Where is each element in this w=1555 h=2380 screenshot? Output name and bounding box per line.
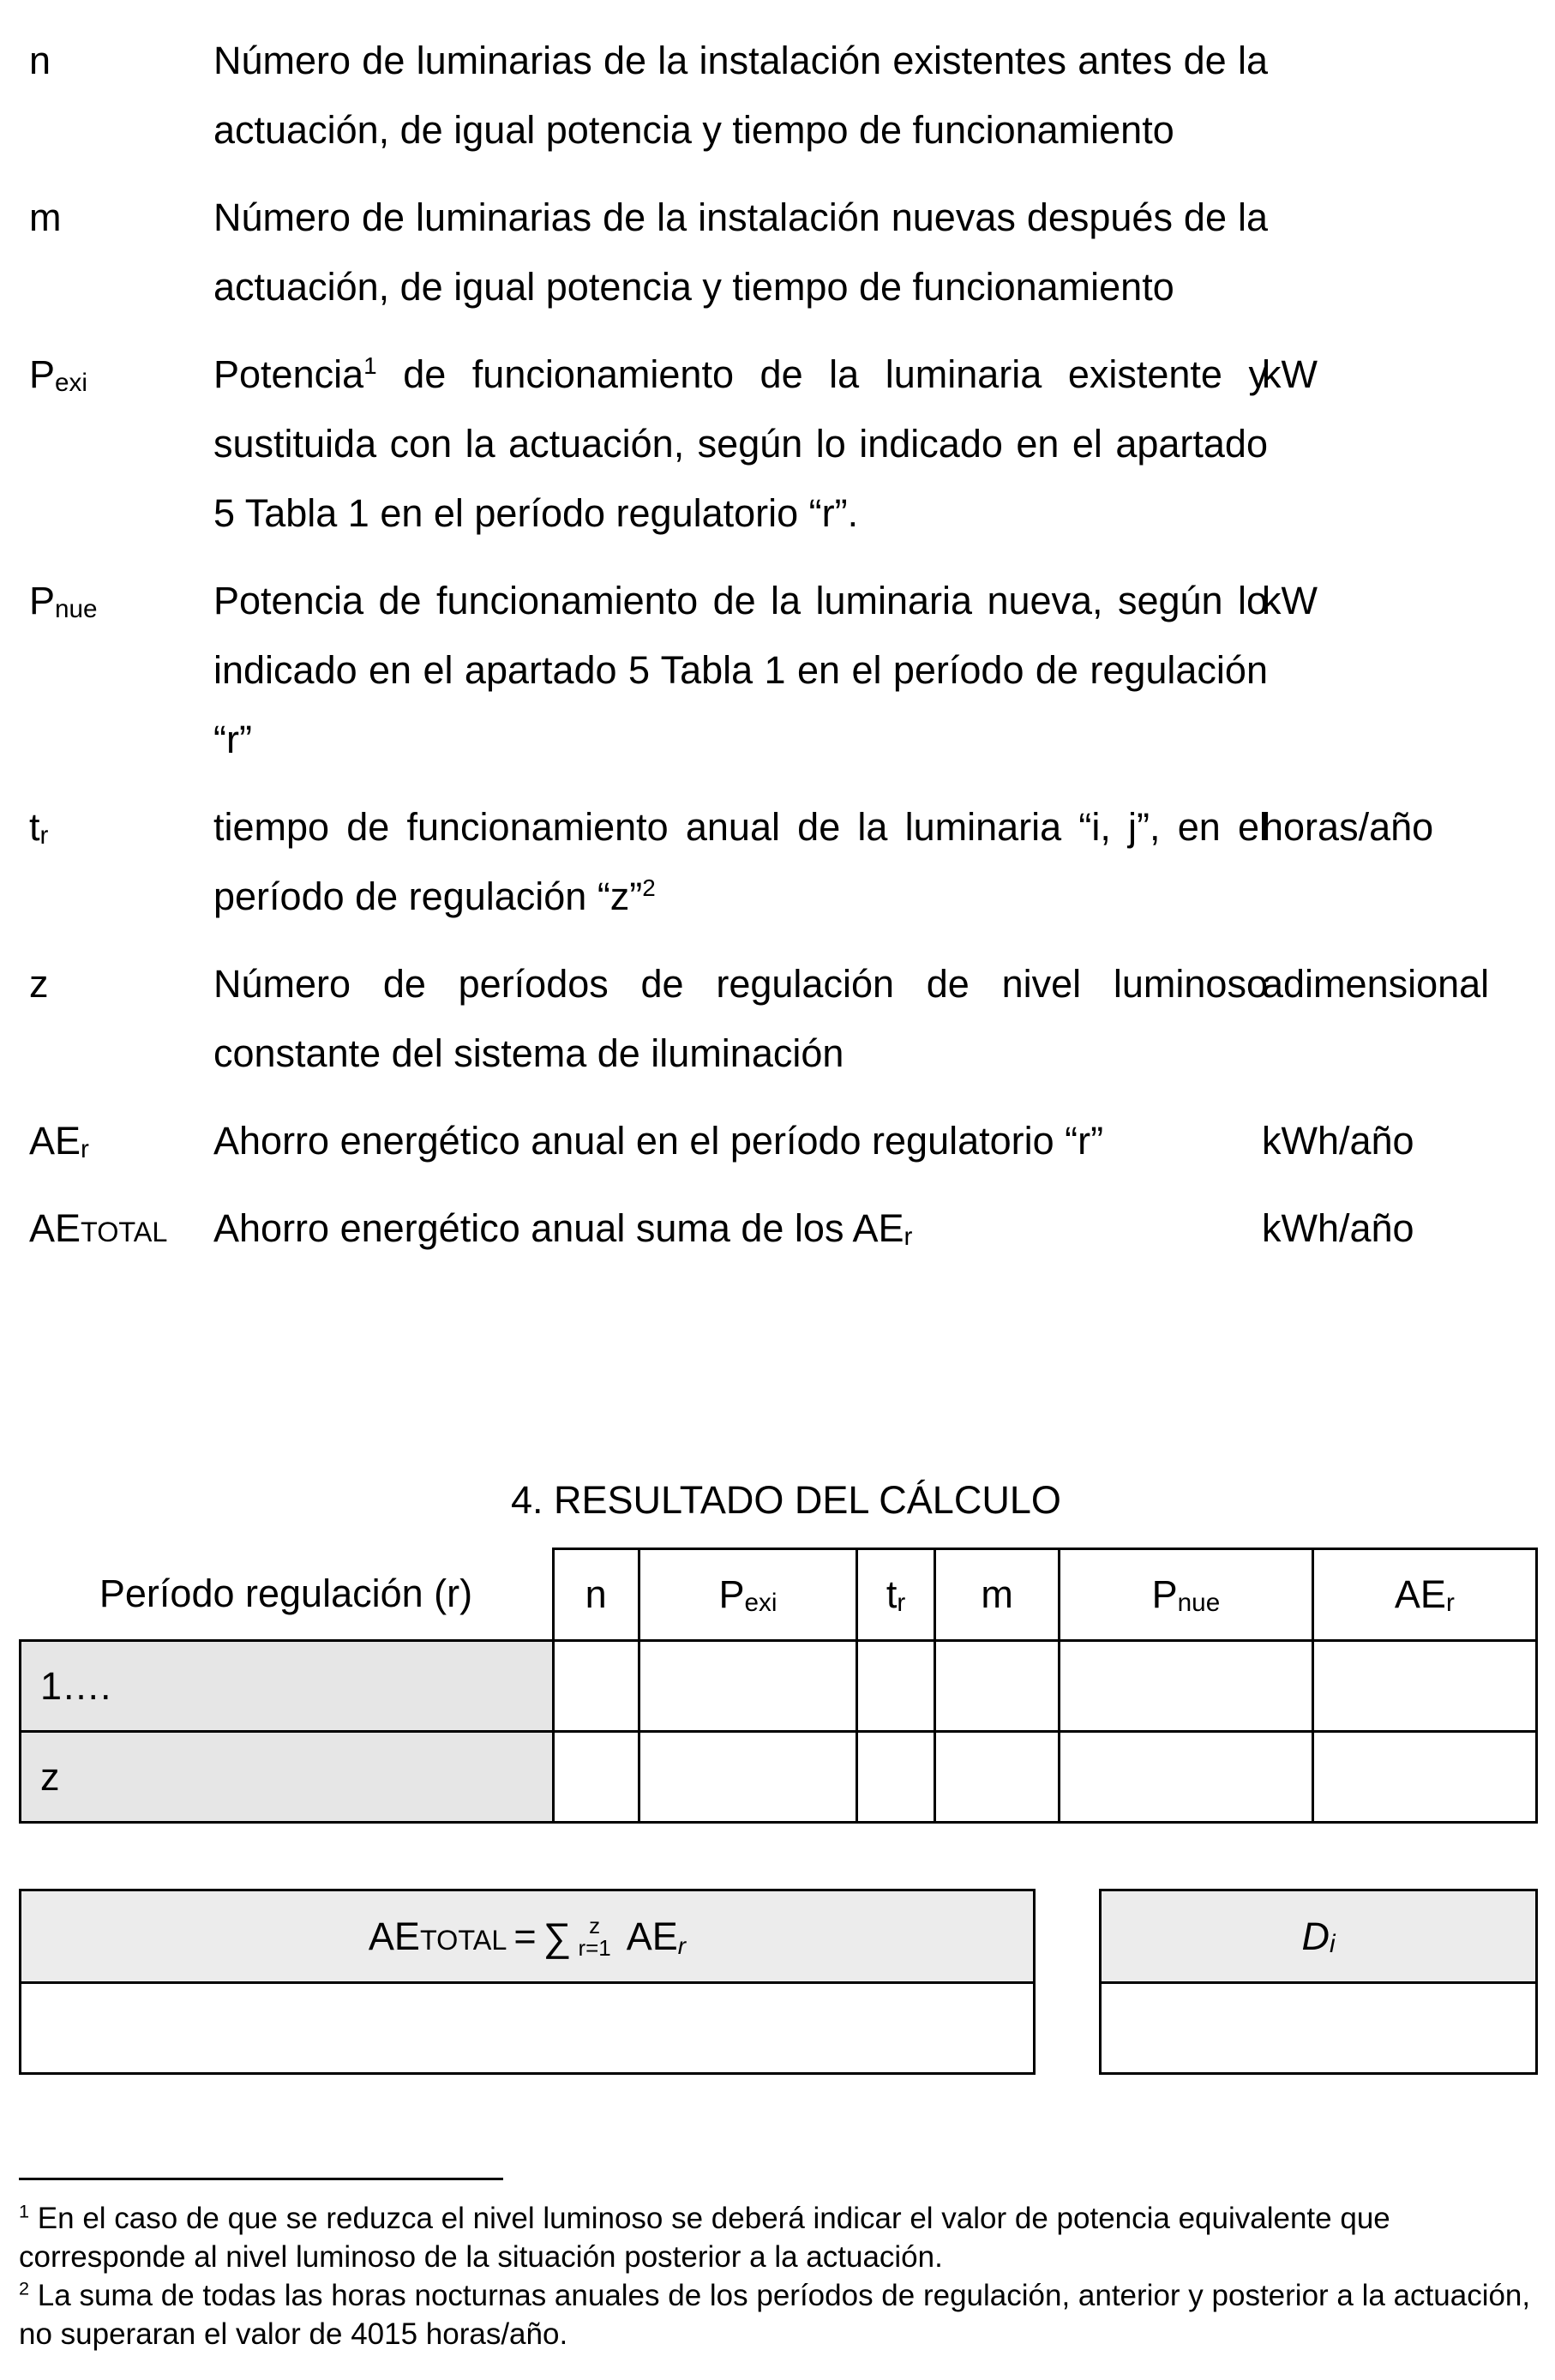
definition-row [29,1106,1538,1175]
definition-unit: kW [1262,352,1318,396]
definition-row [29,1193,1538,1268]
definition-symbol: AETOTAL [29,1206,168,1250]
input-cell-aer[interactable] [1312,1641,1536,1732]
definition-description: tiempo de funcionamiento anual de la luminaria “i, j”, en el período de regulación “z”$^2$ [213,805,1268,918]
definition-symbol: m [29,195,62,239]
results-table [19,1548,1538,1824]
input-cell-tr[interactable] [857,1732,935,1823]
input-cell-m[interactable] [935,1641,1060,1732]
definition-row [29,340,1538,548]
table-row [21,1641,1537,1732]
variable-definitions [29,26,1538,1286]
di-table [1099,1889,1538,2075]
definition-description: Ahorro energético anual suma de los AEr [213,1206,913,1251]
definition-symbol: Pnue [29,579,98,623]
column-header-m: m [935,1549,1060,1641]
period-header: Período regulación (r) [21,1549,554,1641]
total-value-cell[interactable] [21,1983,1035,2074]
footnote: $^1$ En el caso de que se reduzca el nivel luminoso se deberá indicar el valor de potencia equivalente que corresponde al nivel luminoso de la situación posterior a la actuación. [19,2200,1390,2274]
footnote-ref: 2 [642,874,656,901]
input-cell-n[interactable] [553,1641,639,1732]
total-formula: AETOTAL = ∑ z r=1 AEr [21,1890,1035,1983]
input-cell-m[interactable] [935,1732,1060,1823]
definition-description: Ahorro energético anual en el período regulatorio “r” [213,1119,1104,1163]
column-header-pexi: Pexi [639,1549,856,1641]
row-label: 1…. [21,1641,554,1732]
definition-row [29,183,1538,322]
input-cell-pexi[interactable] [639,1732,856,1823]
column-header-n: n [553,1549,639,1641]
footnote-ref: 1 [363,352,377,379]
total-table [19,1889,1036,2075]
definition-symbol: z [29,962,49,1006]
definition-unit: adimensional [1262,962,1490,1006]
definition-unit: kW [1262,579,1318,622]
section-title: 4. RESULTADO DEL CÁLCULO [511,1478,1061,1522]
input-cell-pnue[interactable] [1060,1641,1313,1732]
input-cell-pexi[interactable] [639,1641,856,1732]
footnotes [19,2199,1538,2353]
summation-symbol: ∑ [543,1914,572,1959]
definition-description: Potencia$^1$ de funcionamiento de la luminaria existente y sustituida con la actuación, según lo indicado en el apartado 5 Tabla 1 en el período regulatorio “r”. [213,352,1268,535]
di-value-cell[interactable] [1101,1983,1537,2074]
definition-row [29,26,1538,165]
input-cell-tr[interactable] [857,1641,935,1732]
definition-symbol: AEr [29,1119,89,1163]
definition-description: Número de luminarias de la instalación existentes antes de la actuación, de igual potencia y tiempo de funcionamiento [213,39,1268,152]
definition-unit: kWh/año [1262,1206,1414,1250]
definition-description: Número de luminarias de la instalación nuevas después de la actuación, de igual potencia y tiempo de funcionamiento [213,195,1268,309]
column-header-aer: AEr [1312,1549,1536,1641]
footnote: $^2$ La suma de todas las horas nocturnas anuales de los períodos de regulación, anterior y posterior a la actuación, no superaran el valor de 4015 horas/año. [19,2277,1531,2351]
definition-unit: kWh/año [1262,1119,1414,1163]
input-cell-pnue[interactable] [1060,1732,1313,1823]
table-row [21,1732,1537,1823]
definition-row [29,949,1538,1088]
di-header: Di [1101,1890,1537,1983]
results-header-row [21,1549,1537,1641]
column-header-pnue: Pnue [1060,1549,1313,1641]
column-header-tr: tr [857,1549,935,1641]
definition-description: Número de períodos de regulación de nivel luminoso constante del sistema de iluminación [213,962,1268,1075]
input-cell-n[interactable] [553,1732,639,1823]
definition-symbol: tr [29,805,49,850]
definition-symbol: n [29,39,51,82]
definition-row [29,792,1538,931]
definition-symbol: Pexi [29,352,87,397]
footnote-divider [19,2178,503,2180]
input-cell-aer[interactable] [1312,1732,1536,1823]
definition-row [29,566,1538,774]
row-label: z [21,1732,554,1823]
definition-unit: horas/año [1262,805,1434,849]
definition-description: Potencia de funcionamiento de la luminaria nueva, según lo indicado en el apartado 5 Tabla 1 en el período de regulación “r” [213,579,1268,761]
